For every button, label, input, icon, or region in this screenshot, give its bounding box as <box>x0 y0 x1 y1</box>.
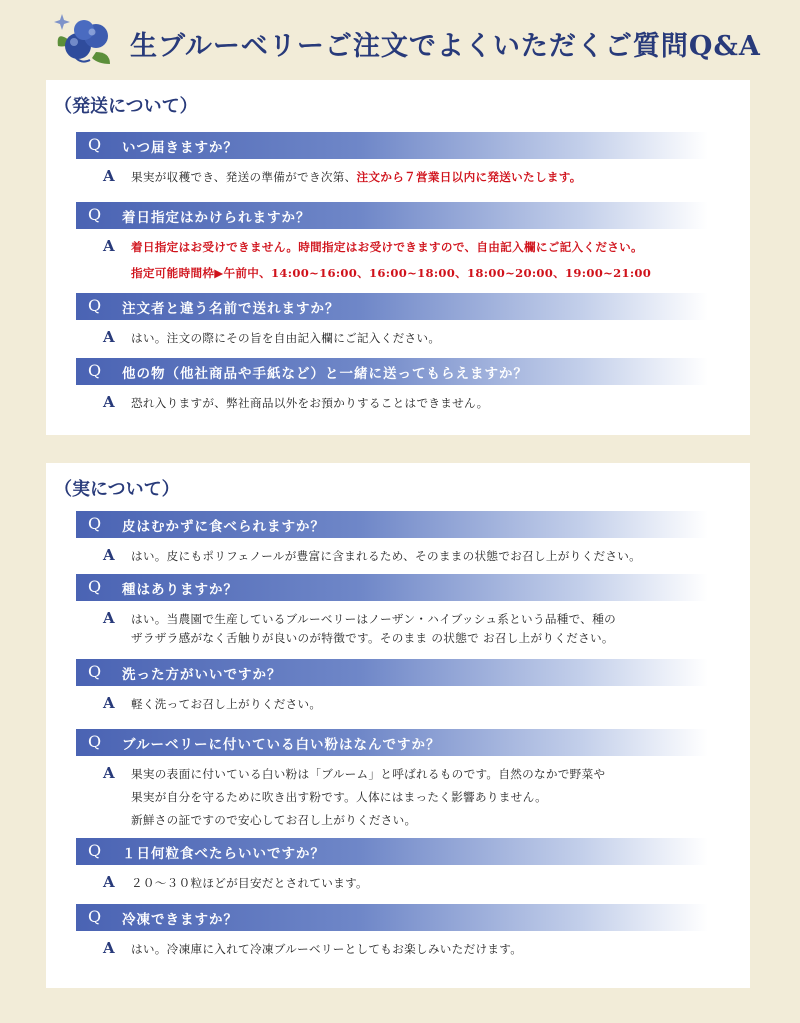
question-bar <box>76 511 708 538</box>
answer-text: 着日指定はお受けできません。時間指定はお受けできますので、自由記入欄にご記入ください。 <box>131 240 643 254</box>
answer-text: 恐れ入りますが、弊社商品以外をお預かりすることはできません。 <box>131 396 489 410</box>
page-header <box>0 0 800 78</box>
question-bar <box>76 904 708 931</box>
section-fruit <box>46 463 750 988</box>
question-bar <box>76 358 708 385</box>
q-label: Q <box>88 205 102 224</box>
page-title: 生ブルーベリーご注文でよくいただくご質問Q&A <box>130 31 761 62</box>
a-label: A <box>103 328 115 346</box>
question-text: 洗った方がいいですか？ <box>122 667 282 683</box>
answer-text: はい。注文の際にその旨を自由記入欄にご記入ください。 <box>131 331 441 345</box>
answer-text: ２０～３０粒ほどが目安だとされています。 <box>131 876 368 890</box>
question-bar <box>76 729 708 756</box>
answer-highlight: 注文から７営業日以内に発送いたします。 <box>356 170 582 184</box>
q-label: Q <box>88 135 102 154</box>
q-label: Q <box>88 361 102 380</box>
answer-text: 果実が自分を守るために吹き出す粉です。人体にはまったく影響ありません。 <box>131 790 548 804</box>
question-bar <box>76 659 708 686</box>
q-label: Q <box>88 907 102 926</box>
question-text: １日何粒食べたらいいですか？ <box>122 846 325 862</box>
answer-text: ザラザラ感がなく舌触りが良いのが特徴です。そのまま の状態で お召し上がりください。 <box>131 631 614 645</box>
a-label: A <box>103 546 115 564</box>
question-text: 種はありますか？ <box>122 582 238 598</box>
section-shipping <box>46 80 750 435</box>
question-text: 冷凍できますか？ <box>122 912 238 928</box>
q-label: Q <box>88 514 102 533</box>
a-label: A <box>103 939 115 957</box>
q-label: Q <box>88 732 102 751</box>
a-label: A <box>103 167 115 185</box>
a-label: A <box>103 393 115 411</box>
answer-text: 新鮮さの証ですので安心してお召し上がりください。 <box>131 813 417 827</box>
answer-text: 果実が収穫でき、発送の準備ができ次第、注文から７営業日以内に発送いたします。 <box>131 170 582 184</box>
a-label: A <box>103 609 115 627</box>
question-bar <box>76 202 708 229</box>
question-text: 他の物（他社商品や手紙など）と一緒に送ってもらえますか？ <box>122 366 528 382</box>
section-title: （実について） <box>54 479 180 500</box>
question-bar <box>76 574 708 601</box>
a-label: A <box>103 237 115 255</box>
question-text: ブルーベリーに付いている白い粉はなんですか？ <box>122 737 441 753</box>
answer-text: 軽く洗ってお召し上がりください。 <box>131 697 322 711</box>
question-text: 着日指定はかけられますか？ <box>122 210 311 226</box>
answer-text: 指定可能時間枠▶午前中、14:00~16:00、16:00~18:00、18:00~20:00、19:00~21:00 <box>131 266 652 280</box>
question-bar <box>76 132 708 159</box>
a-label: A <box>103 694 115 712</box>
answer-text: はい。皮にもポリフェノールが豊富に含まれるため、そのままの状態でお召し上がりください。 <box>131 549 642 563</box>
q-label: Q <box>88 577 102 596</box>
q-label: Q <box>88 841 102 860</box>
q-label: Q <box>88 662 102 681</box>
question-bar <box>76 293 708 320</box>
question-bar <box>76 838 708 865</box>
a-label: A <box>103 764 115 782</box>
blueberry-icon <box>52 12 116 70</box>
question-text: 注文者と違う名前で送れますか？ <box>122 301 340 317</box>
answer-text: はい。当農園で生産しているブルーベリーはノーザン・ハイブッシュ系という品種で、種の <box>131 612 616 626</box>
q-label: Q <box>88 296 102 315</box>
answer-text: 果実の表面に付いている白い粉は「ブルーム」と呼ばれるものです。自然のなかで野菜や <box>131 767 606 781</box>
answer-text: はい。冷凍庫に入れて冷凍ブルーベリーとしてもお楽しみいただけます。 <box>131 942 523 956</box>
question-text: 皮はむかずに食べられますか？ <box>122 519 325 535</box>
a-label: A <box>103 873 115 891</box>
question-text: いつ届きますか？ <box>122 140 238 156</box>
section-title: （発送について） <box>54 96 198 117</box>
